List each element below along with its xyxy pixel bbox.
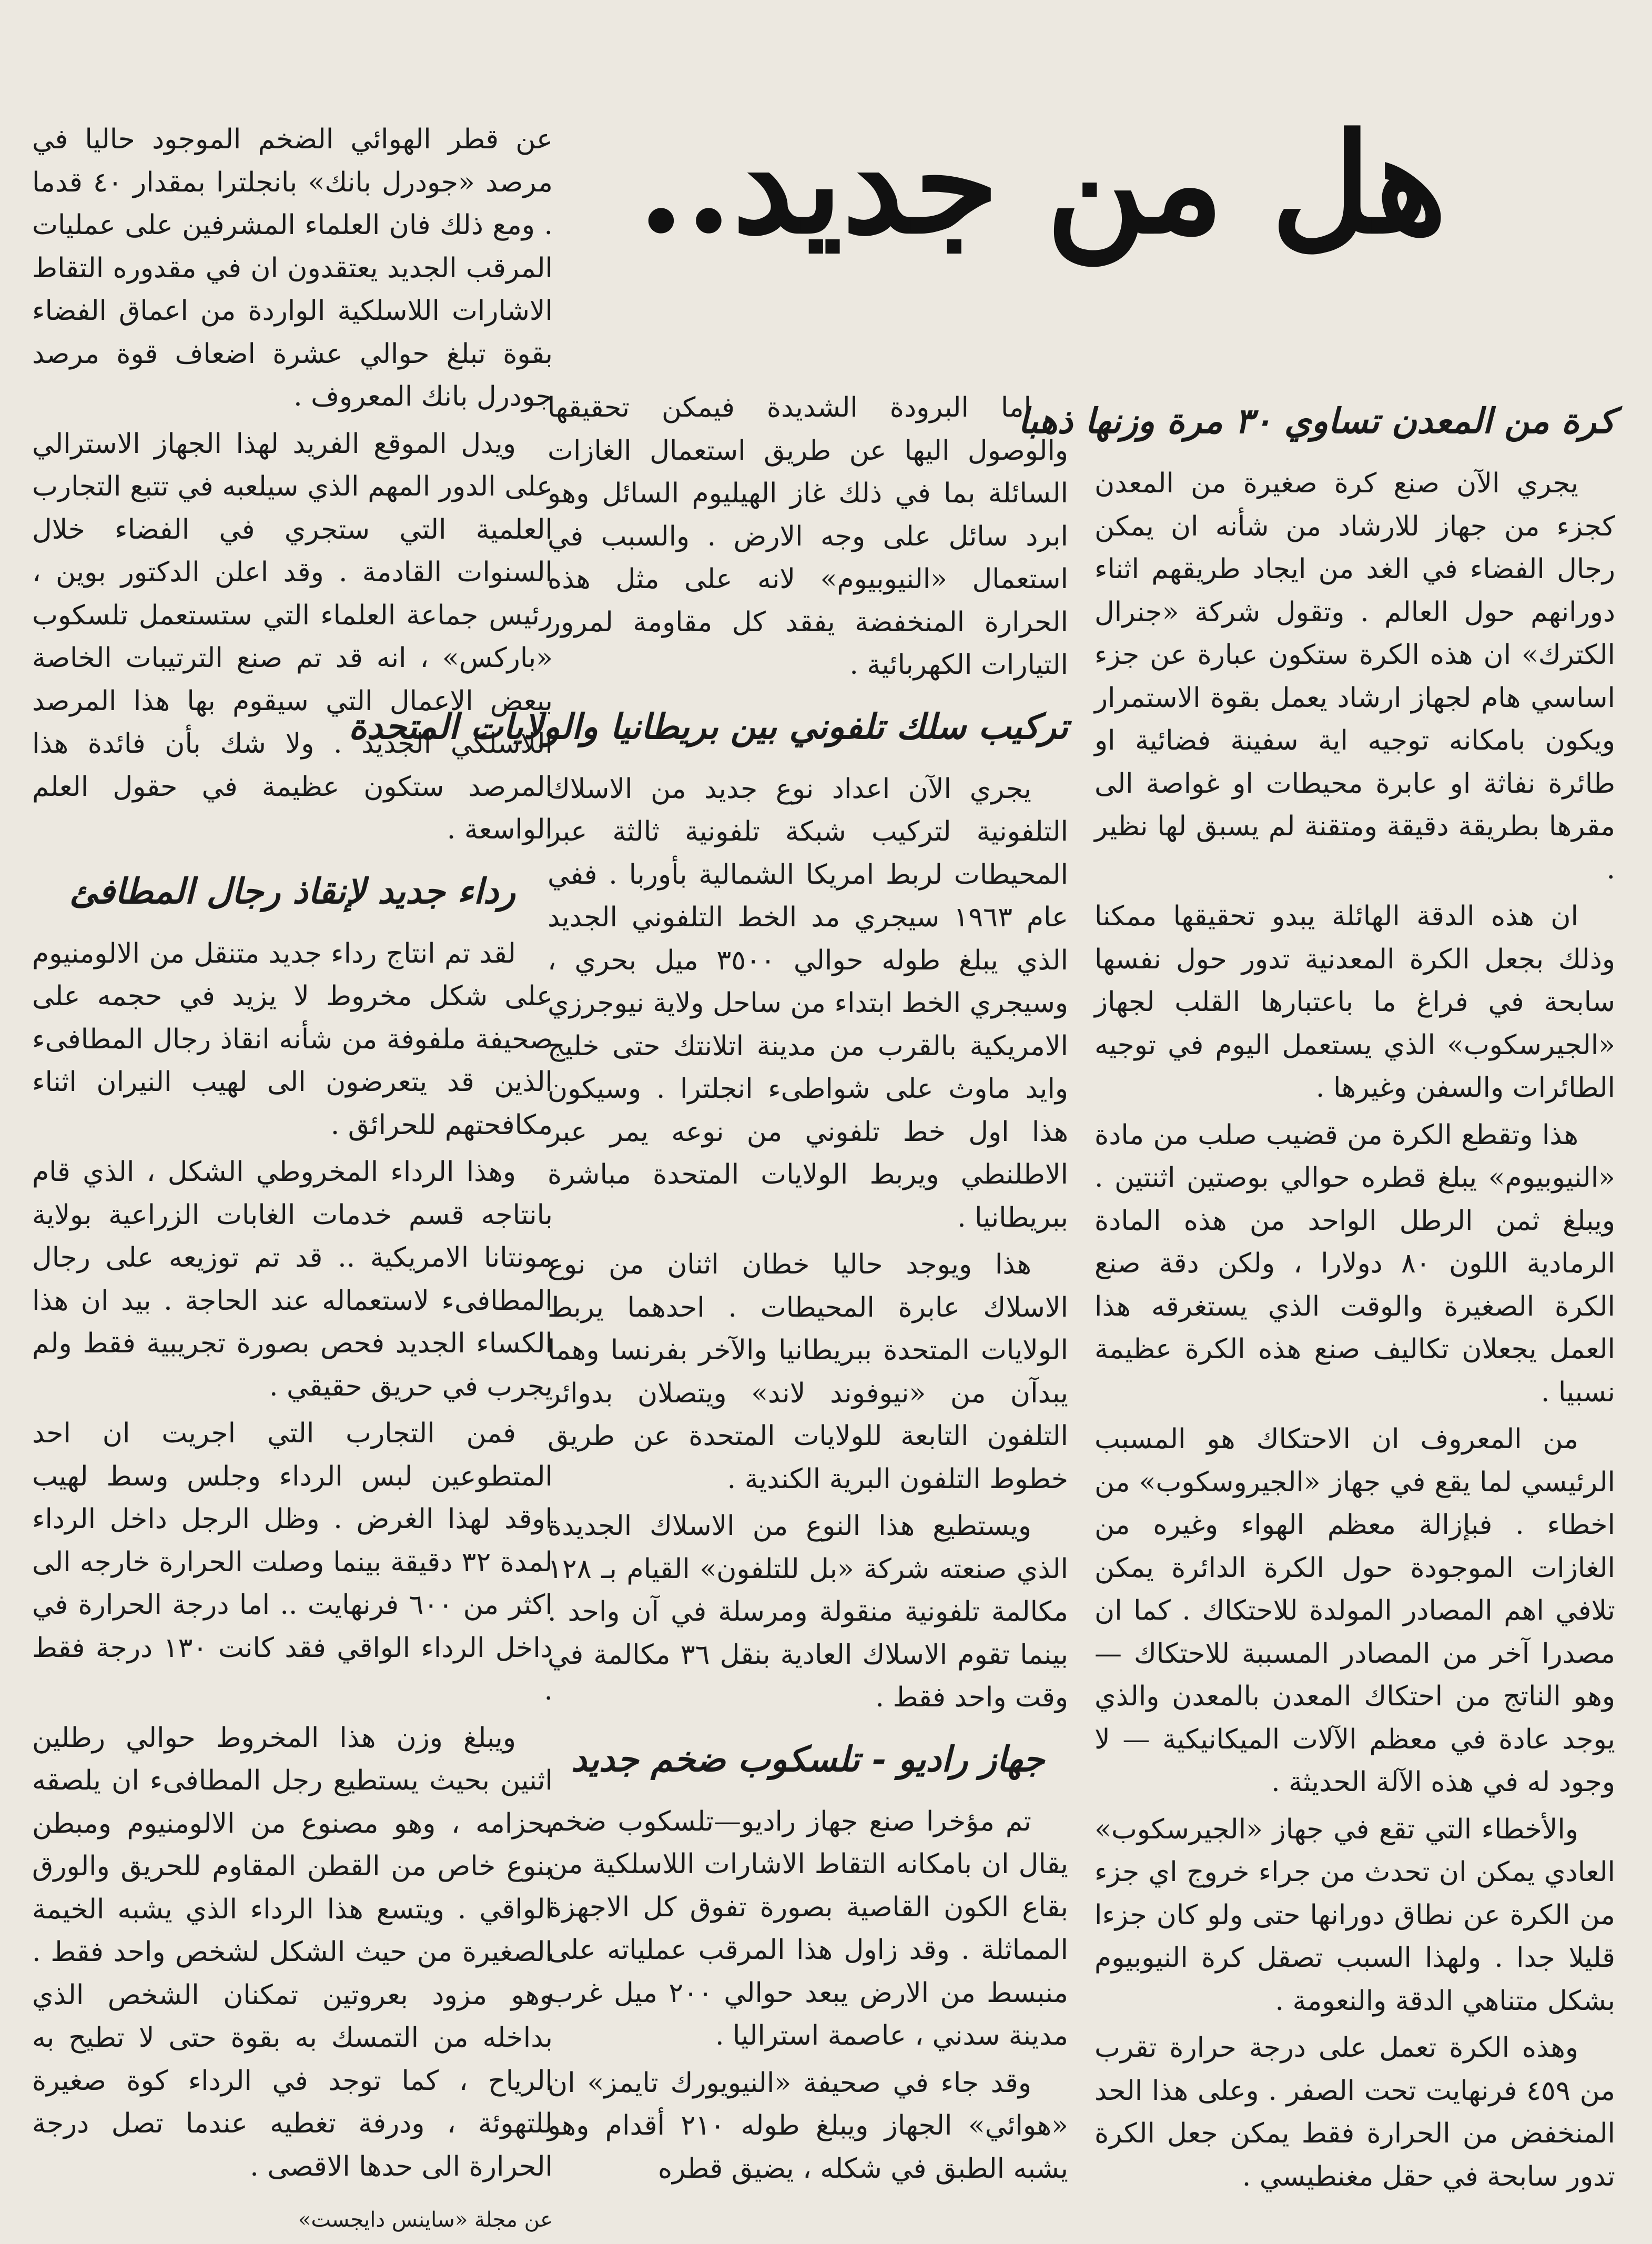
paragraph: فمن التجارب التي اجريت ان احد المتطوعين لبس الرداء وجلس وسط لهيب اوقد لهذا الغرض . وظل الرجل داخل الرداء لمدة ٣٢ دقيقة بينما وصلت الحرارة خارجه الى اكثر من ٦٠٠ فرنهايت .. اما درجة الحرارة في داخل الرداء الواقي فقد كانت ١٣٠ درجة فقط . xyxy=(32,1418,553,1706)
paragraph: تم مؤخرا صنع جهاز راديو—تلسكوب ضخم يقال ان بامكانه التقاط الاشارات اللاسلكية من بقاع الكون القاصية بصورة تفوق كل الاجهزة المماثلة . وقد زاول هذا المرقب عملياته على منبسط من الارض يبعد حوالي ٢٠٠ ميل غرب مدينة سدني ، عاصمة استراليا . xyxy=(548,1805,1068,2051)
paragraph: يجري الآن اعداد نوع جديد من الاسلاك التلفونية لتركيب شبكة تلفونية ثالثة عبر المحيطات لربط امريكا الشمالية بأوربا . ففي عام ١٩٦٣ سيجري مد الخط التلفوني الجديد الذي يبلغ طوله حوالي ٣٥٠٠ ميل بحري ، وسيجري الخط ابتداء من ساحل ولاية نيوجرزي الامريكية بالقرب من مدينة اتلانتك حتى خليج وايد ماوث على شواطىء انجلترا . وسيكون هذا اول خط تلفوني من نوعه يمر عبر الاطلنطي ويربط الولايات المتحدة مباشرة ببريطانيا . xyxy=(548,773,1068,1234)
paragraph: اما البرودة الشديدة فيمكن تحقيقها والوصول اليها عن طريق استعمال الغازات السائلة بما في ذلك غاز الهيليوم السائل وهو ابرد سائل على وجه الارض . والسبب في استعمال «النيوبيوم» لانه على مثل هذه الحرارة المنخفضة يفقد كل مقاومة لمرور التيارات الكهربائية . xyxy=(548,392,1069,681)
paragraph: وهذه الكرة تعمل على درجة حرارة تقرب من ٤٥٩ فرنهايت تحت الصفر . وعلى هذا الحد المنخفض من الحرارة فقط يمكن جعل الكرة تدور سابحة في حقل مغنطيسي . xyxy=(1094,2032,1615,2192)
headline-sphere: كرة من المعدن تساوي ٣٠ مرة وزنها ذهبا xyxy=(1018,400,1615,441)
paragraph: والأخطاء التي تقع في جهاز «الجيرسكوب» العادي يمكن ان تحدث من جراء خروج اي جزء من الكرة عن نطاق دورانها حتى ولو كان جزءا قليلا جدا . ولهذا السبب تصقل كرة النيوبيوم بشكل متناهي الدقة والنعومة . xyxy=(1094,1813,1615,2017)
paragraph: وهذا الرداء المخروطي الشكل ، الذي قام بانتاجه قسم خدمات الغابات الزراعية بولاية مونتانا الامريكية .. قد تم توزيعه على رجال المطافىء لاستعماله عند الحاجة . بيد ان هذا الكساء الجديد فحص بصورة تجريبية فقط ولم يجرب في حريق حقيقي . xyxy=(32,1156,553,1402)
page-title: هل من جديد.. xyxy=(637,104,1447,264)
paragraph: ان هذه الدقة الهائلة يبدو تحقيقها ممكنا وذلك بجعل الكرة المعدنية تدور حول نفسها سابحة في فراغ ما باعتبارها القلب لجهاز «الجيرسكوب» الذي يستعمل اليوم في توجيه الطائرات والسفن وغيرها . xyxy=(1094,901,1615,1104)
column-right xyxy=(1018,381,1616,2198)
headline-firemen: رداء جديد لإنقاذ رجال المطافئ xyxy=(69,870,516,912)
paragraph: ويستطيع هذا النوع من الاسلاك الجديدة الذي صنعته شركة «بل للتلفون» القيام بـ ١٢٨ مكالمة تلفونية منقولة ومرسلة في آن واحد . بينما تقوم الاسلاك العادية بنقل ٣٦ مكالمة في وقت واحد فقط . xyxy=(548,1510,1068,1713)
paragraph: يجري الآن صنع كرة صغيرة من المعدن كجزء من جهاز للارشاد من شأنه ان يمكن رجال الفضاء في الغد من ايجاد طريقهم اثناء دورانهم حول العالم . وتقول شركة «جنرال الكترك» ان هذه الكرة ستكون عبارة عن جزء اساسي هام لجهاز ارشاد يعمل بقوة الاستمرار ويكون بامكانه توجيه اية سفينة فضائية او طائرة نفاثة او عابرة محيطات او غواصة الى مقرها بطريقة دقيقة ومتقنة لم يسبق لها نظير . xyxy=(1094,468,1616,885)
paragraph: ويدل الموقع الفريد لهذا الجهاز الاسترالي على الدور المهم الذي سيلعبه في تتبع التجارب العلمية التي ستجري في الفضاء خلال السنوات القادمة . وقد اعلن الدكتور بوين ، رئيس جماعة العلماء التي ستستعمل تلسكوب «باركس» ، انه قد تم صنع الترتيبات الخاصة ببعض الاعمال التي سيقوم بها هذا المرصد اللاسلكي الجديد . ولا شك بأن فائدة هذا المرصد ستكون عظيمة في حقول العلم الواسعة . xyxy=(32,428,553,845)
paragraph: هذا ويوجد حاليا خطان اثنان من نوع الاسلاك عابرة المحيطات . احدهما يربط الولايات المتحدة ببريطانيا والآخر بفرنسا وهما يبدآن من «نيوفوند لاند» ويتصلان بدوائر التلفون التابعة للولايات المتحدة عن طريق خطوط التلفون البرية الكندية . xyxy=(548,1249,1068,1495)
column-left xyxy=(32,118,553,2236)
paragraph: من المعروف ان الاحتكاك هو المسبب الرئيسي لما يقع في جهاز «الجيروسكوب» من اخطاء . فبإزالة معظم الهواء وغيره من الغازات الموجودة حول الكرة الدائرة يمكن تلافي اهم المصادر المولدة للاحتكاك . كما ان مصدرا آخر من المصادر المسببة للاحتكاك — وهو الناتج من احتكاك المعدن بالمعدن والذي يوجد عادة في معظم الآلات الميكانيكية — لا وجود له في هذه الآلة الحديثة . xyxy=(1094,1423,1615,1798)
source-credit: عن مجلة «ساينس دايجست» xyxy=(298,2208,553,2232)
paragraph: هذا وتقطع الكرة من قضيب صلب من مادة «النيوبيوم» يبلغ قطره حوالي بوصتين اثنتين . ويبلغ ثمن الرطل الواحد من هذه المادة الرمادية اللون ٨٠ دولارا ، ولكن دقة صنع الكرة الصغيرة والوقت الذي يستغرقه هذا العمل يجعلان تكاليف صنع هذه الكرة عظيمة نسبيا . xyxy=(1094,1119,1615,1408)
masthead xyxy=(637,68,1447,310)
paragraph: وقد جاء في صحيفة «النيويورك تايمز» ان «هوائي» الجهاز ويبلغ طوله ٢١٠ أقدام وهو يشبه الطبق في شكله ، يضيق قطره xyxy=(548,2067,1068,2185)
column-middle xyxy=(349,387,1069,2190)
paragraph: لقد تم انتاج رداء جديد متنقل من الالومنيوم على شكل مخروط لا يزيد في حجمه على صحيفة ملفوفة من شأنه انقاذ رجال المطافىء الذين قد يتعرضون الى لهيب النيران اثناء مكافحتهم للحرائق . xyxy=(32,937,553,1141)
headline-cable: تركيب سلك تلفوني بين بريطانيا والولايات المتحدة xyxy=(349,705,1068,747)
paragraph: عن قطر الهوائي الضخم الموجود حاليا في مرصد «جودرل بانك» بانجلترا بمقدار ٤٠ قدما . ومع ذلك فان العلماء المشرفين على عمليات المرقب الجديد يعتقدون ان في مقدوره التقاط الاشارات اللاسلكية الواردة من اعماق الفضاء بقوة تبلغ حوالي عشرة اضعاف قوة مرصد جودرل بانك المعروف . xyxy=(32,124,553,412)
headline-telescope: جهاز راديو - تلسكوب ضخم جديد xyxy=(571,1738,1045,1780)
paragraph: ويبلغ وزن هذا المخروط حوالي رطلين اثنين بحيث يستطيع رجل المطافىء ان يلصقه بحزامه ، وهو مصنوع من الالومنيوم ومبطن بنوع خاص من القطن المقاوم للحريق والورق الواقي . ويتسع هذا الرداء الذي يشبه الخيمة الصغيرة من حيث الشكل لشخص واحد فقط . وهو مزود بعروتين تمكنان الشخص الذي بداخله من التمسك به بقوة حتى لا تطيح به الرياح ، كما توجد في الرداء كوة صغيرة للتهوئة ، ودرفة تغطيه عندما تصل درجة الحرارة الى حدها الاقصى . xyxy=(32,1722,553,2182)
